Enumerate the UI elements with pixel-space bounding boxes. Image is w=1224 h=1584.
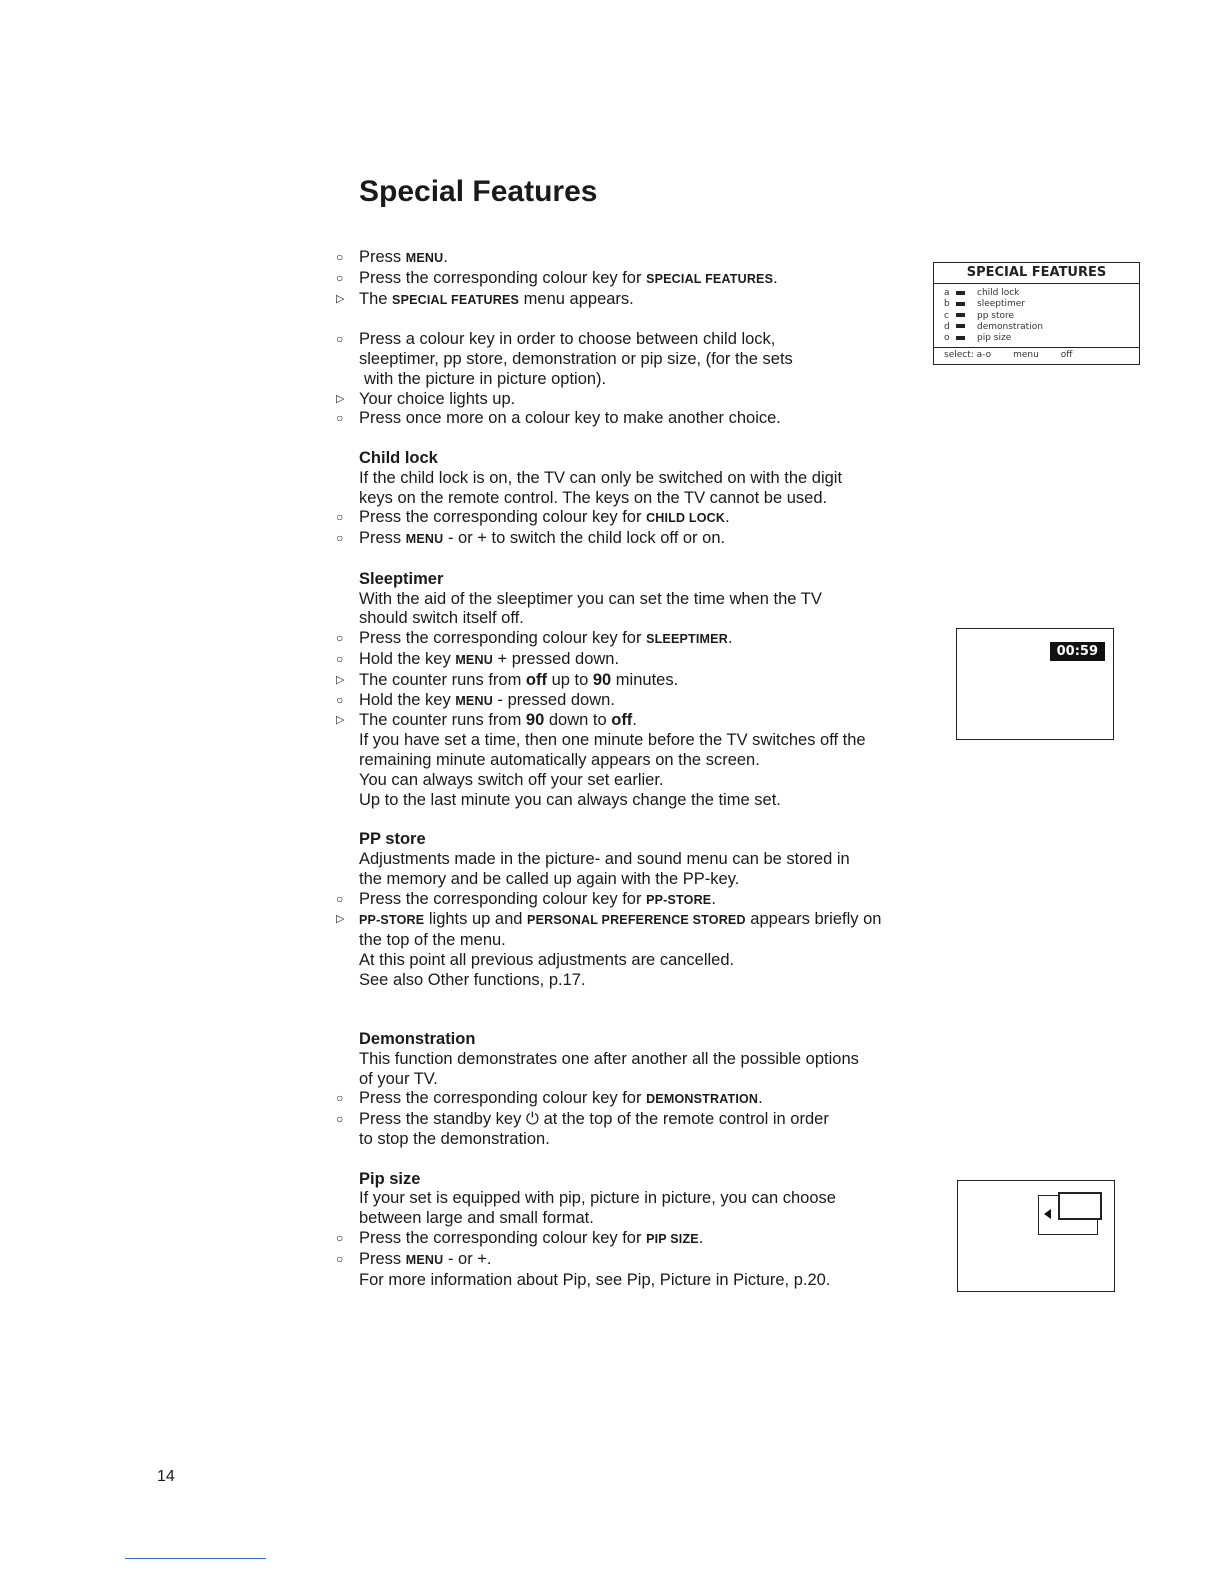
step: ○ Press the corresponding colour key for CHILD LOCK. — [336, 508, 730, 527]
text-line: If the child lock is on, the TV can only be switched on with the digit — [359, 468, 843, 487]
bullet-circle-icon: ○ — [336, 531, 344, 546]
bullet-circle-icon: ○ — [336, 1112, 344, 1127]
bullet-circle-icon: ○ — [336, 1231, 344, 1246]
text-line: At this point all previous adjustments are cancelled. — [359, 950, 735, 969]
step: ○ Press the corresponding colour key for SPECIAL FEATURES. — [336, 268, 778, 287]
result-triangle-icon: ▷ — [336, 673, 345, 686]
step: ○ Press MENU - or +. — [336, 1249, 492, 1268]
colour-key-bar-icon — [956, 313, 965, 317]
section-heading-sleeptimer: Sleeptimer — [359, 569, 444, 588]
bullet-circle-icon: ○ — [336, 250, 344, 264]
text-line: Adjustments made in the picture- and sound menu can be stored in — [359, 849, 850, 868]
text-line: remaining minute automatically appears on the screen. — [359, 750, 760, 769]
result-triangle-icon: ▷ — [336, 913, 345, 926]
menu-item: o pip size — [944, 333, 1012, 344]
bullet-circle-icon: ○ — [336, 631, 344, 646]
section-heading-pip-size: Pip size — [359, 1169, 421, 1188]
colour-key-bar-icon — [956, 324, 965, 328]
step: ○ Hold the key MENU - pressed down. — [336, 690, 615, 709]
special-features-menu-illustration — [933, 262, 1140, 365]
sleeptimer-screen-illustration — [956, 628, 1114, 740]
timer-display: 00:59 — [1050, 642, 1105, 661]
text-line: keys on the remote control. The keys on the TV cannot be used. — [359, 488, 828, 507]
colour-key-bar-icon — [956, 291, 965, 295]
content — [336, 248, 916, 1290]
divider — [125, 1558, 266, 1559]
bullet-circle-icon: ○ — [336, 1251, 344, 1266]
step: ○ Press the corresponding colour key for PP-STORE. — [336, 889, 716, 908]
step: ○ Press once more on a colour key to make another choice. — [336, 409, 781, 428]
bullet-circle-icon: ○ — [336, 332, 344, 347]
menu-items — [934, 284, 1139, 344]
pip-window-small-icon — [1058, 1192, 1102, 1220]
result-triangle-icon: ▷ — [336, 392, 345, 405]
menu-item: b sleeptimer — [944, 299, 1026, 310]
text-line: between large and small format. — [359, 1209, 594, 1228]
text-line: See also Other functions, p.17. — [359, 970, 586, 989]
text-line: the top of the menu. — [359, 931, 506, 950]
text-line: sleeptimer, pp store, demonstration or pip size, (for the sets — [359, 349, 793, 368]
step: ○ Hold the key MENU + pressed down. — [336, 649, 620, 668]
menu-item: d demonstration — [944, 321, 1043, 332]
bullet-circle-icon: ○ — [336, 692, 344, 707]
text-line: With the aid of the sleeptimer you can set the time when the TV — [359, 589, 822, 608]
menu-item: c pp store — [944, 310, 1015, 321]
bullet-circle-icon: ○ — [336, 270, 344, 285]
menu-item: a child lock — [944, 288, 1020, 298]
text-line: with the picture in picture option). — [364, 369, 607, 388]
bullet-circle-icon: ○ — [336, 1091, 344, 1106]
step: ○ Press MENU - or + to switch the child lock off or on. — [336, 529, 726, 548]
step: ○ Press the standby key ⏻ at the top of the remote control in order — [336, 1110, 829, 1129]
pip-screen-illustration — [957, 1180, 1115, 1292]
text-line: If your set is equipped with pip, picture in picture, you can choose — [359, 1189, 836, 1208]
result-triangle-icon: ▷ — [336, 714, 345, 727]
step: ○ Press the corresponding colour key for PIP SIZE. — [336, 1229, 704, 1248]
text-line: If you have set a time, then one minute before the TV switches off the — [359, 731, 866, 750]
bullet-circle-icon: ○ — [336, 510, 344, 525]
text-line: of your TV. — [359, 1069, 438, 1088]
bullet-circle-icon: ○ — [336, 891, 344, 906]
bullet-circle-icon: ○ — [336, 411, 344, 426]
page-title: Special Features — [359, 175, 598, 208]
section-heading-child-lock: Child lock — [359, 448, 438, 467]
text-line: Up to the last minute you can always change the time set. — [359, 790, 781, 809]
text-line: You can always switch off your set earlier. — [359, 770, 664, 789]
text-line: to stop the demonstration. — [359, 1130, 550, 1149]
text-line: the memory and be called up again with the PP-key. — [359, 869, 740, 888]
text-line: should switch itself off. — [359, 609, 524, 628]
step: ○ Press MENU. — [336, 248, 448, 266]
step: ○ Press the corresponding colour key for DEMONSTRATION. — [336, 1089, 763, 1108]
standby-icon: ⏻ — [525, 1110, 539, 1129]
step: ○ Press the corresponding colour key for SLEEPTIMER. — [336, 629, 733, 648]
colour-key-bar-icon — [956, 336, 965, 340]
text-line: For more information about Pip, see Pip, Picture in Picture, p.20. — [359, 1270, 831, 1289]
result: ▷ The counter runs from off up to 90 minutes. — [336, 670, 679, 689]
section-heading-demonstration: Demonstration — [359, 1030, 476, 1049]
result: ▷ PP-STORE lights up and PERSONAL PREFERENCE STORED appears briefly on — [336, 910, 882, 929]
page-number: 14 — [157, 1468, 175, 1485]
menu-title: SPECIAL FEATURES — [934, 263, 1139, 284]
arrow-left-icon — [1044, 1209, 1051, 1219]
colour-key-bar-icon — [956, 302, 965, 306]
bullet-circle-icon: ○ — [336, 651, 344, 666]
text-line: This function demonstrates one after another all the possible options — [359, 1049, 859, 1068]
section-heading-pp-store: PP store — [359, 830, 426, 849]
result: ▷ Your choice lights up. — [336, 389, 516, 408]
result: ▷ The counter runs from 90 down to off. — [336, 711, 637, 730]
result: ▷ The SPECIAL FEATURES menu appears. — [336, 289, 634, 308]
menu-footer: select: a-o menu off — [934, 347, 1139, 364]
step: ○ Press a colour key in order to choose between child lock, — [336, 330, 776, 349]
result-triangle-icon: ▷ — [336, 292, 345, 305]
